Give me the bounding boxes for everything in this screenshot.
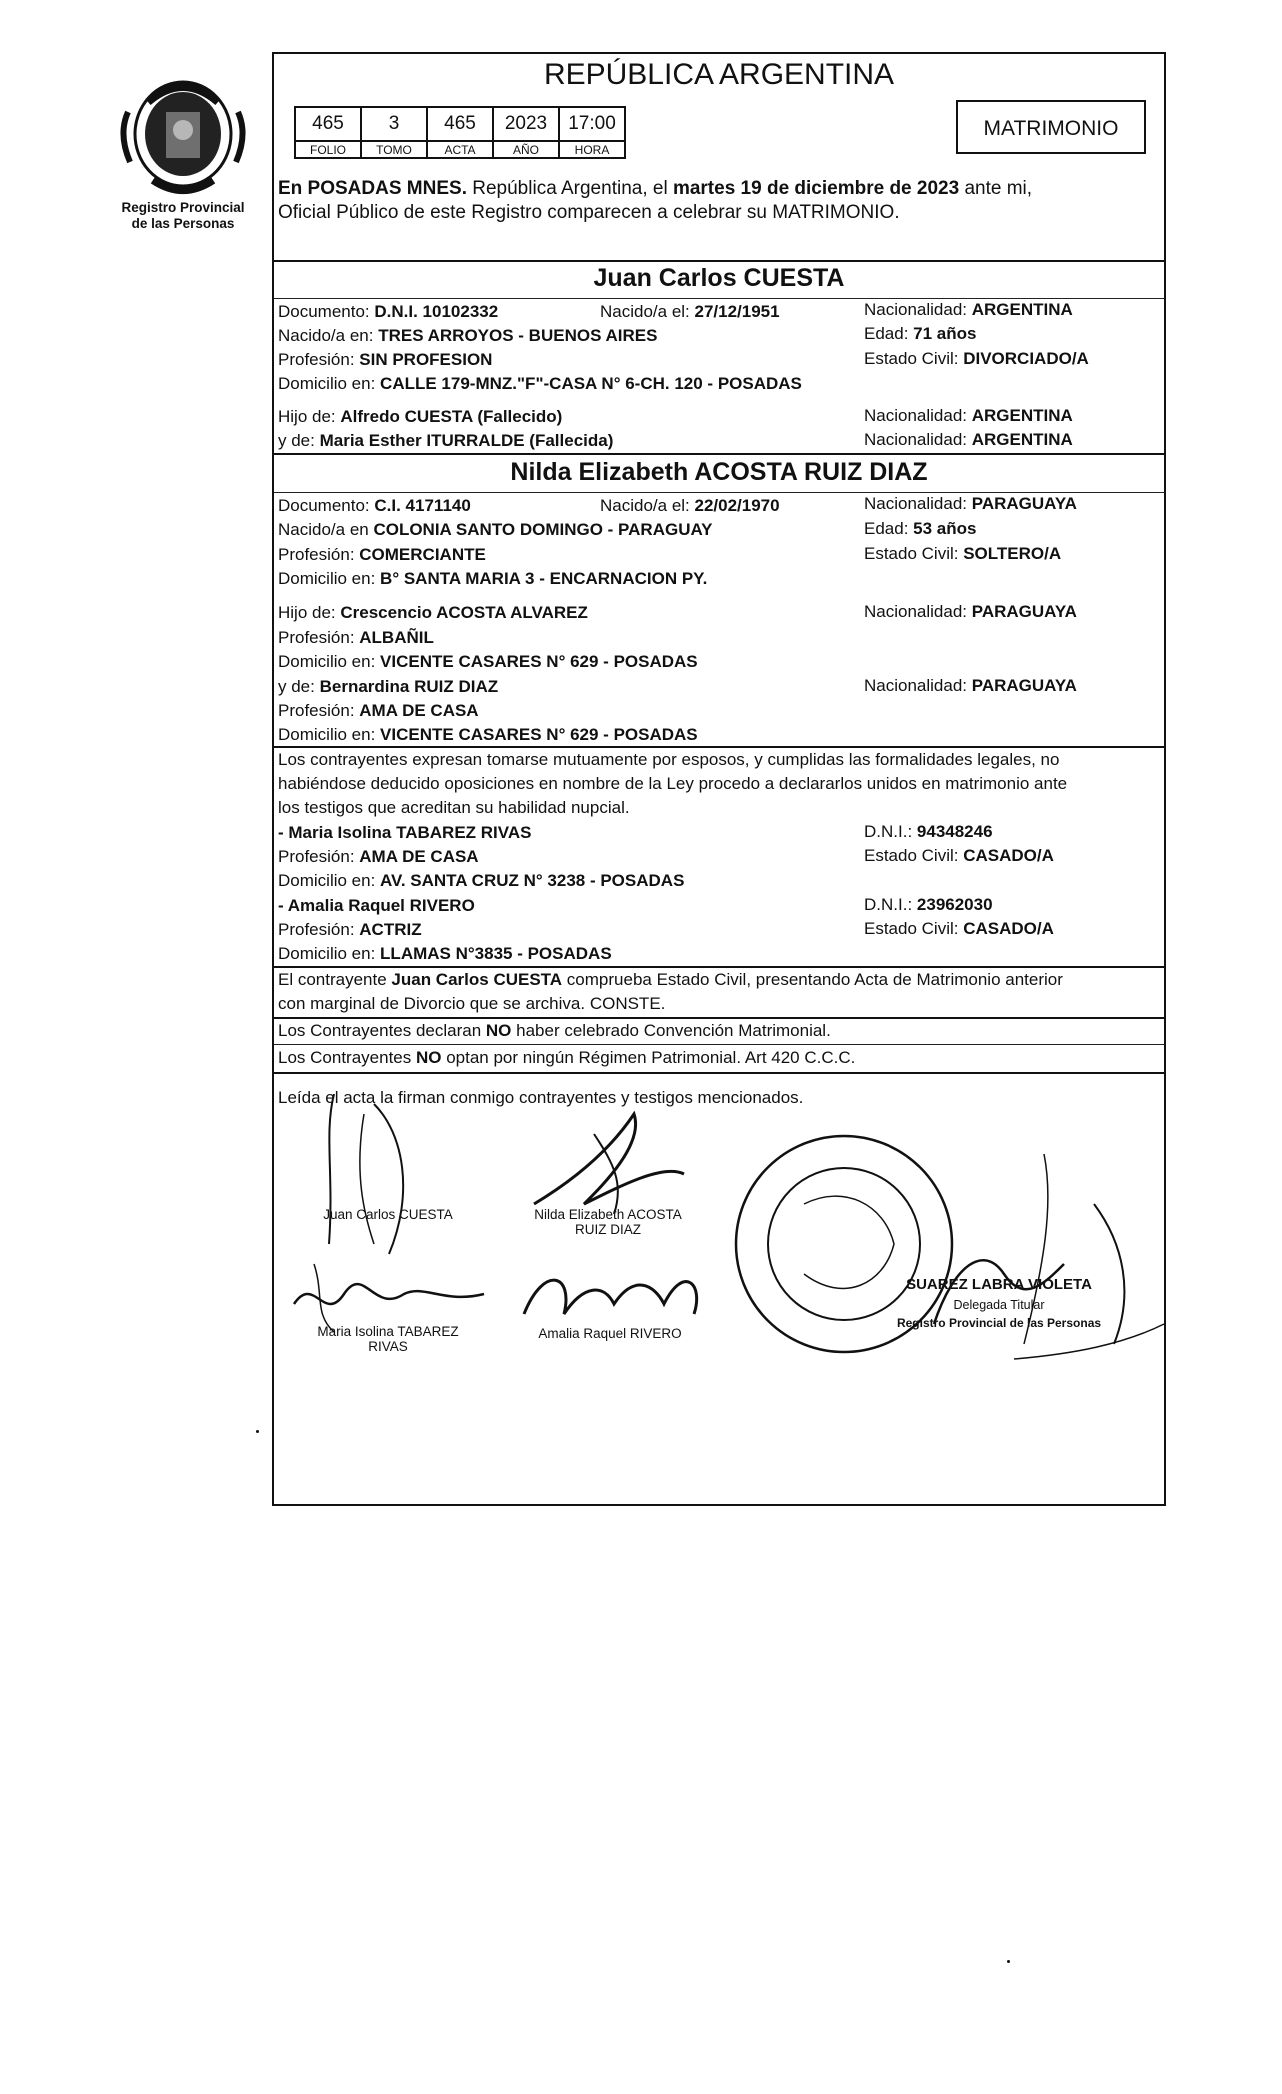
- officer-name: SUAREZ LABRA VIOLETA: [906, 1276, 1092, 1293]
- witness1-address: Domicilio en: AV. SANTA CRUZ N° 3238 - POSADAS: [278, 871, 685, 890]
- groom-civil-status: Estado Civil: DIVORCIADO/A: [864, 349, 1089, 368]
- bride-birth: Nacido/a el: 22/02/1970: [600, 496, 780, 515]
- witness1-signature-label: Maria Isolina TABAREZ RIVAS: [317, 1324, 459, 1354]
- intro-line-1: En POSADAS MNES. República Argentina, el martes 19 de diciembre de 2023 ante mi,: [278, 178, 1033, 199]
- bride-mother-address: Domicilio en: VICENTE CASARES N° 629 - POSADAS: [278, 725, 698, 744]
- groom-father-nationality: Nacionalidad: ARGENTINA: [864, 406, 1073, 425]
- convention-note: Los Contrayentes declaran NO haber celebrado Convención Matrimonial.: [278, 1021, 831, 1040]
- agency-name: [88, 200, 278, 232]
- groom-mother: y de: Maria Esther ITURRALDE (Fallecida): [278, 431, 614, 450]
- regime-note: Los Contrayentes NO optan por ningún Régimen Patrimonial. Art 420 C.C.C.: [278, 1048, 856, 1067]
- groom-mother-nationality: Nacionalidad: ARGENTINA: [864, 430, 1073, 449]
- document-type: MATRIMONIO: [956, 100, 1146, 154]
- groom-doc: Documento: D.N.I. 10102332: [278, 302, 499, 321]
- witness1-dni: D.N.I.: 94348246: [864, 822, 993, 841]
- tomo-value: 3: [361, 107, 427, 141]
- year-value: 2023: [493, 107, 559, 141]
- groom-age: Edad: 71 años: [864, 324, 977, 343]
- bride-mother: y de: Bernardina RUIZ DIAZ: [278, 677, 499, 696]
- witness1-profession: Profesión: AMA DE CASA: [278, 847, 479, 866]
- bride-father: Hijo de: Crescencio ACOSTA ALVAREZ: [278, 603, 588, 622]
- witness1-civil-status: Estado Civil: CASADO/A: [864, 846, 1054, 865]
- witness2-signature-strokes: [514, 1244, 714, 1334]
- declaration-line-1: Los contrayentes expresan tomarse mutuamente por esposos, y cumplidas las formalidades legales, no: [278, 750, 1060, 769]
- bride-signature-strokes: [524, 1104, 694, 1224]
- bride-father-nationality: Nacionalidad: PARAGUAYA: [864, 602, 1077, 621]
- bride-father-profession: Profesión: ALBAÑIL: [278, 628, 434, 647]
- folio-value: 465: [295, 107, 361, 141]
- declaration-line-2: habiéndose deducido oposiciones en nombre de la Ley procedo a declararlos unidos en matrimonio ante: [278, 774, 1068, 793]
- groom-signature-label: Juan Carlos CUESTA: [323, 1207, 453, 1222]
- groom-profession: Profesión: SIN PROFESION: [278, 350, 493, 369]
- divorce-note-line-1: El contrayente Juan Carlos CUESTA comprueba Estado Civil, presentando Acta de Matrimonio anterior: [278, 970, 1063, 989]
- bride-signature-label: Nilda Elizabeth ACOSTA RUIZ DIAZ: [534, 1207, 682, 1237]
- agency-line2: de las Personas: [131, 216, 235, 231]
- folio-label: FOLIO: [295, 141, 361, 158]
- witness2-signature-label: Amalia Raquel RIVERO: [538, 1326, 682, 1341]
- bride-name: Nilda Elizabeth ACOSTA RUIZ DIAZ: [510, 458, 928, 486]
- bride-age: Edad: 53 años: [864, 519, 977, 538]
- officer-role: Delegada Titular: [953, 1298, 1045, 1312]
- bride-mother-nationality: Nacionalidad: PARAGUAYA: [864, 676, 1077, 695]
- bride-civil-status: Estado Civil: SOLTERO/A: [864, 544, 1062, 563]
- bride-birthplace: Nacido/a en COLONIA SANTO DOMINGO - PARAGUAY: [278, 520, 713, 539]
- groom-address: Domicilio en: CALLE 179-MNZ."F"-CASA N° 6-CH. 120 - POSADAS: [278, 374, 802, 393]
- divorce-note-line-2: con marginal de Divorcio que se archiva. CONSTE.: [278, 994, 666, 1013]
- acta-value: 465: [427, 107, 493, 141]
- witness2-name: - Amalia Raquel RIVERO: [278, 896, 475, 915]
- provincial-emblem: [108, 72, 258, 200]
- witness2-address: Domicilio en: LLAMAS N°3835 - POSADAS: [278, 944, 612, 963]
- officer-organization: Registro Provincial de las Personas: [896, 1316, 1102, 1330]
- witness1-signature-strokes: [284, 1254, 504, 1334]
- witness2-civil-status: Estado Civil: CASADO/A: [864, 919, 1054, 938]
- witness2-dni: D.N.I.: 23962030: [864, 895, 993, 914]
- bride-profession: Profesión: COMERCIANTE: [278, 545, 486, 564]
- marriage-certificate: [272, 52, 1166, 1506]
- agency-line1: Registro Provincial: [121, 200, 245, 215]
- registry-grid: [294, 106, 626, 159]
- bride-doc: Documento: C.I. 4171140: [278, 496, 471, 515]
- intro-line-2: Oficial Público de este Registro comparecen a celebrar su MATRIMONIO.: [278, 202, 900, 223]
- reading-note: Leída el acta la firman conmigo contrayentes y testigos mencionados.: [278, 1088, 804, 1107]
- bride-mother-profession: Profesión: AMA DE CASA: [278, 701, 479, 720]
- country-title: REPÚBLICA ARGENTINA: [543, 58, 895, 91]
- witness2-profession: Profesión: ACTRIZ: [278, 920, 422, 939]
- bride-father-address: Domicilio en: VICENTE CASARES N° 629 - POSADAS: [278, 652, 698, 671]
- bride-address: Domicilio en: B° SANTA MARIA 3 - ENCARNACION PY.: [278, 569, 708, 588]
- acta-label: ACTA: [427, 141, 493, 158]
- tomo-label: TOMO: [361, 141, 427, 158]
- bride-nationality: Nacionalidad: PARAGUAYA: [864, 494, 1077, 513]
- hour-value: 17:00: [559, 107, 625, 141]
- groom-birthplace: Nacido/a en: TRES ARROYOS - BUENOS AIRES: [278, 326, 658, 345]
- groom-father: Hijo de: Alfredo CUESTA (Fallecido): [278, 407, 563, 426]
- groom-signature-strokes: [294, 1094, 444, 1264]
- declaration-line-3: los testigos que acreditan su habilidad nupcial.: [278, 798, 630, 817]
- officer-signature-strokes: [894, 1144, 1166, 1374]
- year-label: AÑO: [493, 141, 559, 158]
- groom-birth: Nacido/a el: 27/12/1951: [600, 302, 780, 321]
- witness1-name: - Maria Isolina TABAREZ RIVAS: [278, 823, 532, 842]
- groom-nationality: Nacionalidad: ARGENTINA: [864, 300, 1073, 319]
- hour-label: HORA: [559, 141, 625, 158]
- groom-name: Juan Carlos CUESTA: [593, 264, 845, 292]
